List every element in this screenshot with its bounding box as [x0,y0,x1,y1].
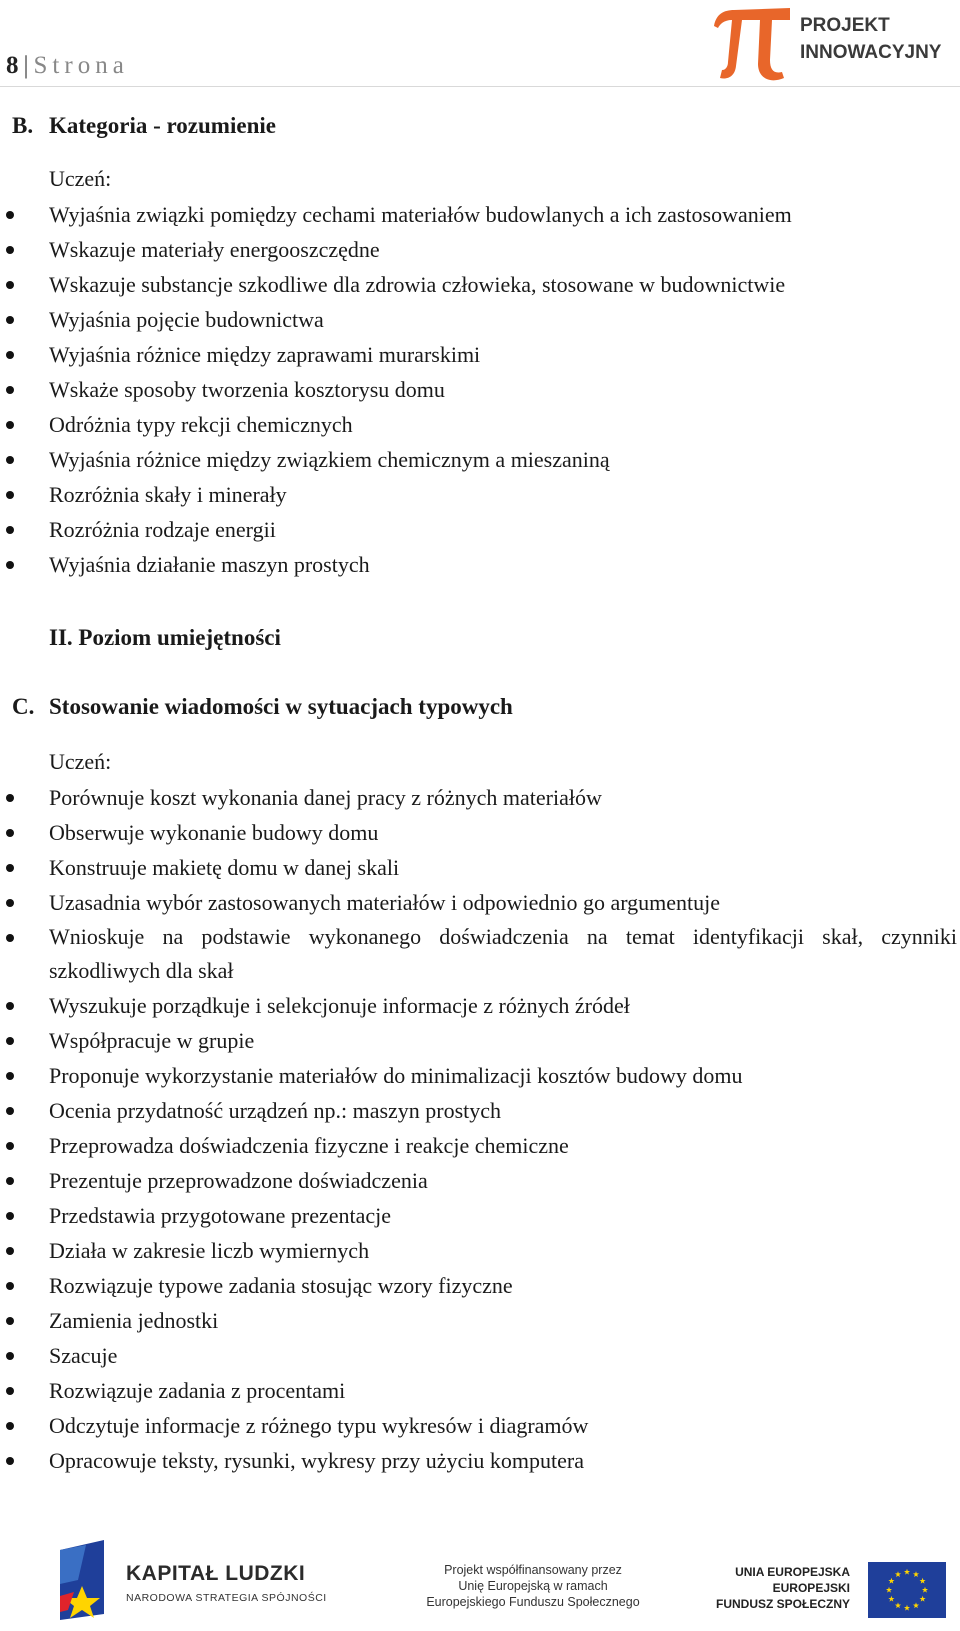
eu-flag-icon [868,1562,946,1618]
bullet-icon [6,421,14,429]
list-item: Ocenia przydatność urządzeń np.: maszyn prostych [0,1093,960,1128]
list-item: Obserwuje wykonanie budowy domu [0,815,960,850]
eu-fund-text [690,1564,850,1612]
page-footer [0,1530,960,1631]
section-c-heading [12,694,513,720]
bullet-icon [6,1282,14,1290]
list-item: Przedstawia przygotowane prezentacje [0,1198,960,1233]
list-item: Działa w zakresie liczb wymiernych [0,1233,960,1268]
list-item: Szacuje [0,1338,960,1373]
bullet-icon [6,1247,14,1255]
bullet-icon [6,561,14,569]
eu-line-3: FUNDUSZ SPOŁECZNY [715,1597,850,1611]
project-logo-text [800,12,941,66]
list-item: Odczytuje informacje z różnego typu wykresów i diagramów [0,1408,960,1443]
section-b-uczen: Uczeń: [49,166,112,191]
bullet-icon [6,351,14,359]
list-item: Odróżnia typy rekcji chemicznych [0,407,960,442]
page-number-separator: | [23,52,30,79]
list-item: Wyjaśnia różnice między zaprawami murarskimi [0,337,960,372]
cofinancing-line-2: Unię Europejską w ramach [458,1579,608,1593]
bullet-icon [6,526,14,534]
list-item: Wyjaśnia pojęcie budownictwa [0,302,960,337]
header-divider [0,86,960,87]
bullet-icon [6,829,14,837]
section-c-list [0,780,960,1478]
list-item: Uzasadnia wybór zastosowanych materiałów i odpowiednio go argumentuje [0,885,960,920]
eu-line-1: UNIA EUROPEJSKA [735,1565,850,1579]
bullet-icon [6,316,14,324]
bullet-icon [6,386,14,394]
page-number [6,52,129,80]
bullet-icon [6,491,14,499]
list-item: Wyszukuje porządkuje i selekcjonuje informacje z różnych źródeł [0,988,960,1023]
page-number-value: 8 [6,52,20,79]
bullet-icon [6,1317,14,1325]
list-item: Rozwiązuje typowe zadania stosując wzory fizyczne [0,1268,960,1303]
bullet-icon [6,864,14,872]
level-2-heading: II. Poziom umiejętności [49,625,281,650]
bullet-icon [6,246,14,254]
section-b-list [0,197,960,582]
bullet-icon [6,1422,14,1430]
bullet-icon [6,1142,14,1150]
section-b-heading [12,113,276,139]
list-item: Opracowuje teksty, rysunki, wykresy przy użyciu komputera [0,1443,960,1478]
section-c-title: Stosowanie wiadomości w sytuacjach typowych [49,694,513,719]
page-word: Strona [33,52,129,79]
list-item: Rozwiązuje zadania z procentami [0,1373,960,1408]
bullet-icon [6,1107,14,1115]
bullet-icon [6,211,14,219]
cofinancing-note [408,1562,658,1610]
logo-line-2: INNOWACYJNY [800,42,942,63]
list-item: Rozróżnia skały i minerały [0,477,960,512]
bullet-icon [6,1212,14,1220]
list-item: Współpracuje w grupie [0,1023,960,1058]
bullet-icon [6,456,14,464]
bullet-icon [6,899,14,907]
section-c-letter: C. [12,694,35,719]
list-item: Porównuje koszt wykonania danej pracy z różnych materiałów [0,780,960,815]
list-item: Wyjaśnia działanie maszyn prostych [0,547,960,582]
bullet-icon [6,934,14,942]
list-item: Wskazuje materiały energooszczędne [0,232,960,267]
kapital-ludzki-subtitle: NARODOWA STRATEGIA SPÓJNOŚCI [126,1592,327,1604]
list-item: Wyjaśnia różnice między związkiem chemicznym a mieszaniną [0,442,960,477]
page-header [0,0,960,90]
kapital-ludzki-logo-icon [56,1540,108,1620]
bullet-icon [6,1072,14,1080]
list-item: Rozróżnia rodzaje energii [0,512,960,547]
bullet-icon [6,1177,14,1185]
pi-logo-icon [710,4,794,82]
bullet-icon [6,1037,14,1045]
list-item: Wskaże sposoby tworzenia kosztorysu domu [0,372,960,407]
bullet-icon [6,1352,14,1360]
list-item: Wyjaśnia związki pomiędzy cechami materiałów budowlanych a ich zastosowaniem [0,197,960,232]
kapital-ludzki-title: KAPITAŁ LUDZKI [126,1562,306,1585]
section-b-letter: B. [12,113,34,138]
list-item: Prezentuje przeprowadzone doświadczenia [0,1163,960,1198]
bullet-icon [6,1387,14,1395]
list-item: Przeprowadza doświadczenia fizyczne i reakcje chemiczne [0,1128,960,1163]
bullet-icon [6,794,14,802]
bullet-icon [6,281,14,289]
list-item: Proponuje wykorzystanie materiałów do minimalizacji kosztów budowy domu [0,1058,960,1093]
bullet-icon [6,1002,14,1010]
logo-line-1: PROJEKT [800,15,890,36]
list-item: Wskazuje substancje szkodliwe dla zdrowia człowieka, stosowane w budownictwie [0,267,960,302]
list-item: Wnioskuje na podstawie wykonanego doświadczenia na temat identyfikacji skał, czynniki szkodliwych dla skał [0,920,957,988]
list-item: Konstruuje makietę domu w danej skali [0,850,960,885]
cofinancing-line-1: Projekt współfinansowany przez [444,1563,622,1577]
section-c-uczen: Uczeń: [49,749,112,774]
section-b-title: Kategoria - rozumienie [49,113,276,138]
bullet-icon [6,1457,14,1465]
cofinancing-line-3: Europejskiego Funduszu Społecznego [426,1595,640,1609]
list-item: Zamienia jednostki [0,1303,960,1338]
eu-line-2: EUROPEJSKI [772,1581,850,1595]
